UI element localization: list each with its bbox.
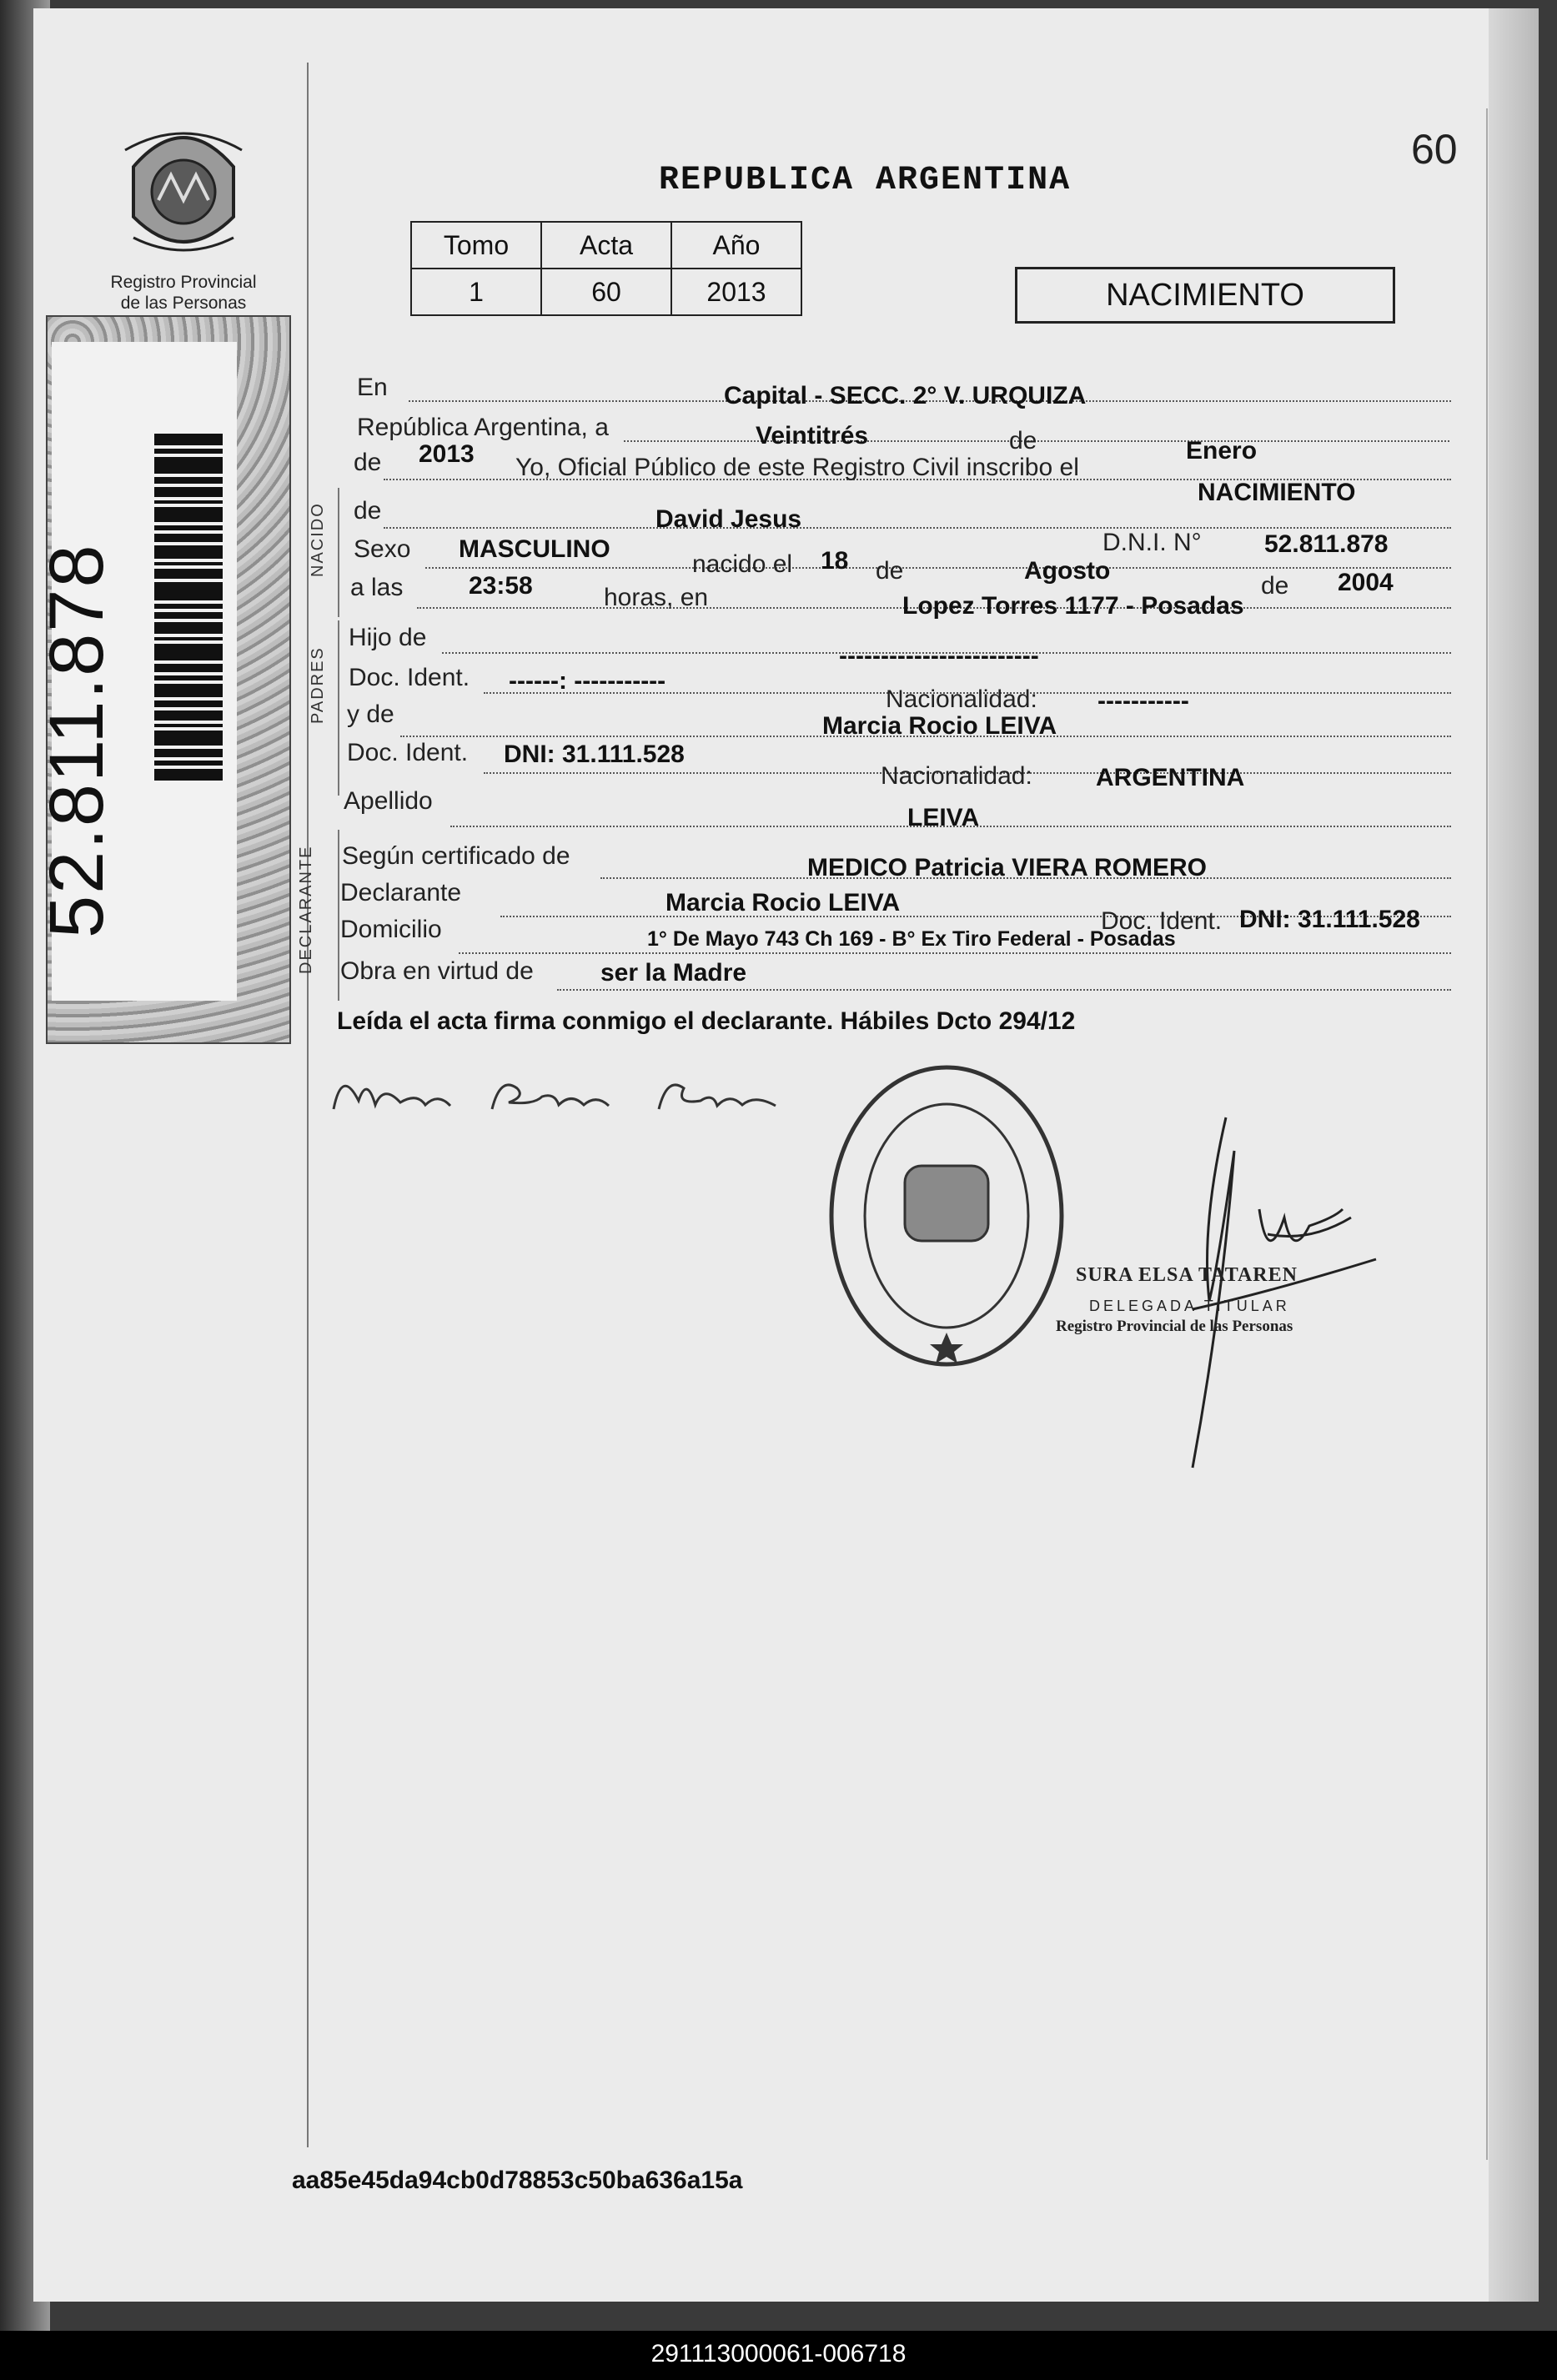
place-value: Capital - SECC. 2° V. URQUIZA [724,382,1087,409]
father-nationality-value: ----------- [1097,687,1189,715]
declarante-section-label: DECLARANTE [297,845,315,974]
padres-section-label: PADRES [309,646,327,724]
obra-value: ser la Madre [600,959,747,987]
apellido-label: Apellido [344,787,433,815]
nacido-de-label: de [354,497,382,525]
horas-label: horas, en [604,584,709,611]
obra-label: Obra en virtud de [340,957,534,985]
de-label: de [1009,427,1037,454]
volume-header-ano: Año [671,222,801,269]
de-year-label: de [354,449,382,476]
father-value: ------------------------ [839,642,1039,670]
hijo-de-label: Hijo de [349,624,427,651]
volume-value-acta: 60 [541,269,671,315]
obra-line [557,987,1451,991]
mother-value: Marcia Rocio LEIVA [822,712,1057,740]
mother-doc-label: Doc. Ident. [347,739,469,766]
sexo-line [425,565,1451,569]
declarante-label: Declarante [340,879,462,906]
certificado-label: Según certificado de [342,842,570,870]
official-signature-icon [1143,1101,1393,1476]
left-margin-line [307,63,309,2147]
dni-label: D.N.I. N° [1102,529,1202,556]
page-number: 60 [1411,126,1458,173]
official-org: Registro Provincial de las Personas [1056,1318,1293,1335]
declarante-doc-value: DNI: 31.111.528 [1239,906,1420,933]
act-type-box: NACIMIENTO [1015,267,1395,324]
domicilio-label: Domicilio [340,916,442,943]
y-de-label: y de [347,700,394,728]
page-edge-shadow [1489,8,1539,2302]
declarante-section-line [338,830,339,1001]
father-nationality-label: Nacionalidad: [886,685,1037,713]
birth-year-value: 2004 [1338,569,1394,596]
volume-value-tomo: 1 [411,269,541,315]
time-value: 23:58 [469,572,533,600]
country-title: REPUBLICA ARGENTINA [659,162,1072,199]
a-las-label: a las [350,574,404,601]
apellido-value: LEIVA [907,804,980,831]
volume-table [410,221,802,316]
right-margin-line [1486,108,1488,2160]
domicilio-value: 1° De Mayo 743 Ch 169 - B° Ex Tiro Federal - Posadas [647,927,1176,951]
birth-de2-label: de [1261,572,1289,600]
birth-day-value: 18 [821,547,849,575]
mother-doc-value: DNI: 31.111.528 [504,741,685,768]
delegation-stamp-icon [821,1057,1072,1374]
volume-value-ano: 2013 [671,269,801,315]
vertical-document-number: 52.811.878 [34,543,119,938]
year-value: 2013 [419,440,475,468]
footer-code: 291113000061-006718 [650,2340,907,2367]
barcode-icon [154,434,223,917]
father-doc-value: ------: ----------- [509,667,666,695]
padres-section-line [338,620,339,796]
day-value: Veintitrés [756,422,869,449]
official-name: SURA ELSA TATAREN [1076,1264,1298,1286]
volume-table-value-row [411,269,801,315]
registry-label [83,272,284,314]
republica-label: República Argentina, a [357,414,609,441]
closing-statement: Leída el acta firma conmigo el declarante. Hábiles Dcto 294/12 [337,1007,1076,1035]
birth-place-value: Lopez Torres 1177 - Posadas [902,592,1244,620]
certificado-value: MEDICO Patricia VIERA ROMERO [807,854,1207,881]
volume-header-acta: Acta [541,222,671,269]
father-doc-label: Doc. Ident. [349,664,470,691]
volume-table-header-row [411,222,801,269]
document-hash: aa85e45da94cb0d78853c50ba636a15a [292,2167,743,2194]
sexo-value: MASCULINO [459,535,610,563]
sexo-label: Sexo [354,535,411,563]
mother-nationality-value: ARGENTINA [1096,764,1245,791]
nacido-section-line [338,488,339,617]
registry-label-line1: Registro Provincial [110,273,257,292]
registry-label-line2: de las Personas [120,294,247,313]
declarante-doc-label: Doc. Ident. [1101,907,1223,935]
volume-header-tomo: Tomo [411,222,541,269]
child-name: David Jesus [655,505,802,533]
birth-month-value: Agosto [1024,557,1111,585]
nacido-section-label: NACIDO [309,502,327,577]
record-type-value: NACIMIENTO [1198,479,1356,506]
month-value: Enero [1186,437,1258,464]
misiones-seal-icon [117,117,250,267]
en-label: En [357,374,388,401]
nacido-el-label: nacido el [692,550,793,578]
birth-de-label: de [876,557,904,585]
official-title: DELEGADA TITULAR [1089,1298,1290,1314]
oficial-text: Yo, Oficial Público de este Registro Civil inscribo el [515,454,1079,481]
child-dni: 52.811.878 [1264,530,1389,558]
name-line [384,525,1451,529]
declarant-signature-icon [325,1059,792,1134]
declarante-value: Marcia Rocio LEIVA [665,889,901,916]
mother-nationality-label: Nacionalidad: [881,762,1032,790]
